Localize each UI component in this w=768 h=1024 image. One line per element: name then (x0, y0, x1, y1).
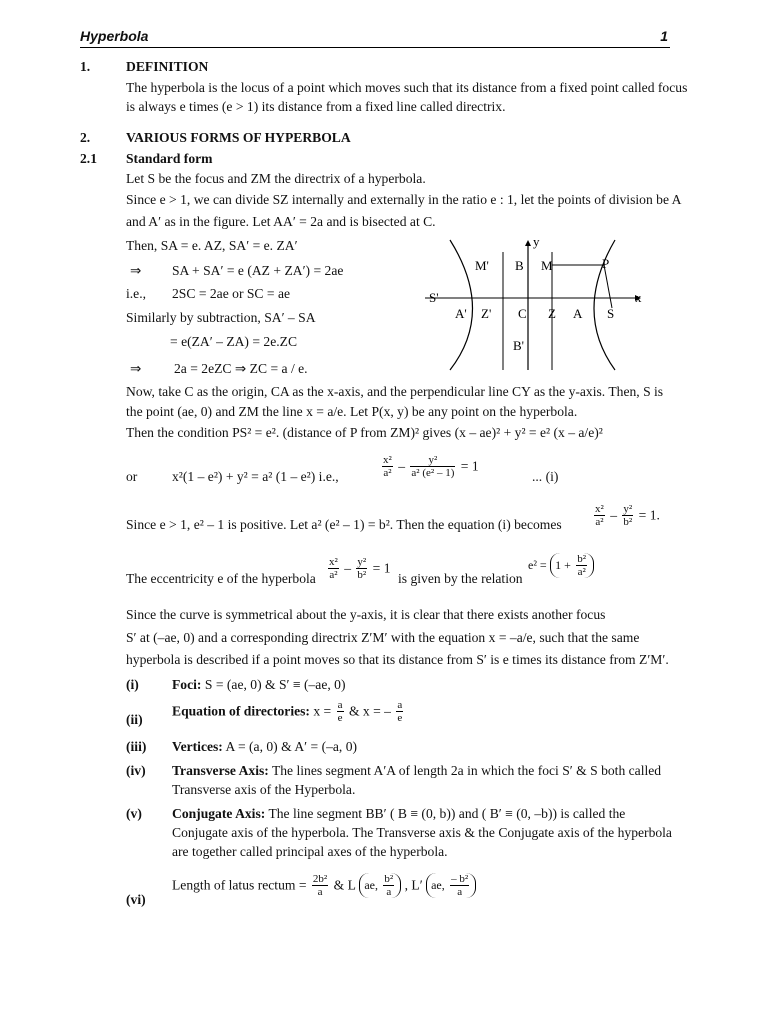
frac-den: a² (e² – 1) (411, 467, 455, 479)
label-x: x (635, 290, 642, 305)
label-s-prime: S' (429, 290, 439, 305)
equals-one: = 1 (460, 458, 479, 474)
ie-label: i.e., (126, 286, 147, 301)
prop-num-vi: (vi) (126, 892, 146, 907)
prop-conjugate-3: are together called principal axes of the hyperbola. (172, 844, 448, 859)
body-line-7: Similarly by subtraction, SA′ – SA (126, 310, 316, 325)
body-line-12: Then the condition PS² = e². (distance of P from ZM)² gives (x – ae)² + y² = e² (x – a/e)² (126, 425, 603, 440)
frac-den: a² (383, 467, 392, 479)
equals-one: = 1. (638, 507, 660, 523)
body-line-5: SA + SA′ = e (AZ + ZA′) = 2ae (172, 263, 344, 278)
body-line-10: Now, take C as the origin, CA as the x-axis, and the perpendicular line CY as the y-axis. Then, S is (126, 384, 664, 399)
prop-num-iii: (iii) (126, 739, 147, 754)
y-arrow (525, 240, 531, 246)
prop-conjugate-2: Conjugate axis of the hyperbola. The Transverse axis & the Conjugate axis of the hyperbola (172, 825, 672, 840)
prop-num-ii: (ii) (126, 712, 143, 727)
frac-num: y² (428, 454, 438, 466)
label-m: M (541, 258, 553, 273)
body-line-9: 2a = 2eZC ⇒ ZC = a / e. (174, 361, 308, 376)
page-number: 1 (660, 28, 668, 44)
frac-num: x² (329, 556, 338, 568)
page-header (80, 28, 670, 48)
prop-num-iv: (iv) (126, 763, 146, 778)
implies-symbol-2: ⇒ (130, 361, 142, 376)
equation-standard: $\frac{\text{x²}}{\text{a²}}$ – $\frac{\text{y²}}{\text{b²}}$ = 1. (595, 503, 660, 528)
section-1-number: 1. (80, 59, 91, 74)
prop-latus-rectum: Length of latus rectum = $\frac{\text{2b²}}{a}$ & L ae, $\frac{\text{b²}}{a}$ , L′ ae, $\frac{\text{– b²}}{a}$ (172, 873, 476, 898)
frac-num: y² (357, 556, 367, 568)
body-line-6: 2SC = 2ae or SC = ae (172, 286, 291, 301)
header-rule (80, 47, 670, 48)
label-s: S (607, 306, 615, 321)
label-a-prime: A' (455, 306, 467, 321)
label-b: B (515, 258, 524, 273)
label-c: C (518, 306, 527, 321)
body-line-17: hyperbola is described if a point moves so that its distance from S′ is e times its distance from Z′M′. (126, 652, 669, 667)
label-p: P (602, 256, 610, 271)
equation-1-fraction: $\frac{\text{x²}}{\text{a²}}$ – $\frac{\text{y²}}{\text{a² (e² – 1)}}$ = 1 (383, 454, 479, 479)
eccentricity-relation: e² = 1 + $\frac{\text{b²}}{\text{a²}}$ (528, 553, 594, 578)
prop-foci: Foci: S = (ae, 0) & S′ ≡ (–ae, 0) (172, 677, 346, 692)
subsection-number: 2.1 (80, 151, 97, 166)
body-line-4: Then, SA = e. AZ, SA′ = e. ZA′ (126, 238, 298, 253)
frac-num: x² (595, 503, 604, 515)
frac-den: b² (623, 516, 633, 528)
prop-transverse: Transverse Axis: The lines segment A′A of length 2a in which the foci S′ & S both called (172, 763, 662, 778)
frac-num: y² (623, 503, 633, 515)
eccentricity-equation: $\frac{\text{x²}}{\text{a²}}$ – $\frac{\text{y²}}{\text{b²}}$ = 1 (329, 556, 391, 581)
eccentricity-text-1: The eccentricity e of the hyperbola (126, 571, 316, 586)
left-branch (450, 240, 473, 370)
body-line-13: Since e > 1, e² – 1 is positive. Let a² (e² – 1) = b². Then the equation (i) becomes (126, 517, 562, 532)
definition-line-2: is always e times (e > 1) its distance from a fixed line called directrix. (126, 99, 506, 114)
prop-conjugate: Conjugate Axis: The line segment BB′ ( B ≡ (0, b)) and ( B′ ≡ (0, –b)) is called the (172, 806, 626, 821)
label-z-prime: Z' (481, 306, 492, 321)
label-b-prime: B' (513, 338, 525, 353)
body-line-2: Since e > 1, we can divide SZ internally and externally in the ratio e : 1, let the points of division be A (126, 192, 682, 207)
frac-den: a² (595, 516, 604, 528)
label-a: A (573, 306, 583, 321)
definition-line-1: The hyperbola is the locus of a point which moves such that its distance from a fixed point called focus (126, 80, 688, 95)
prop-num-v: (v) (126, 806, 142, 821)
prop-vertices: Vertices: A = (a, 0) & A′ = (–a, 0) (172, 739, 358, 754)
prop-num-i: (i) (126, 677, 139, 692)
header-title: Hyperbola (80, 28, 149, 44)
label-y: y (533, 234, 540, 249)
body-line-15: Since the curve is symmetrical about the y-axis, it is clear that there exists another focus (126, 607, 606, 622)
body-line-8: = e(ZA′ – ZA) = 2e.ZC (170, 334, 298, 349)
eccentricity-text-2: is given by the relation (398, 571, 523, 586)
label-z: Z (548, 306, 556, 321)
parenthesis: 1 + $\frac{\text{b²}}{\text{a²}}$ (550, 553, 594, 578)
label-m-prime: M' (475, 258, 489, 273)
implies-symbol: ⇒ (130, 263, 142, 278)
body-line-1: Let S be the focus and ZM the directrix of a hyperbola. (126, 171, 426, 186)
subsection-title: Standard form (126, 151, 213, 166)
ps-line (604, 265, 612, 308)
body-line-11: the point (ae, 0) and ZM the line x = a/e. Let P(x, y) be any point on the hyperbola. (126, 404, 578, 419)
body-line-16: S′ at (–ae, 0) and a corresponding directrix Z′M′ with the equation x = –a/e, such that the same (126, 630, 640, 645)
equation-tag: ... (i) (532, 469, 559, 484)
prop-directrices: Equation of directories: x = $\frac{a}{e}$ & x = – $\frac{a}{e}$ (172, 699, 403, 724)
hyperbola-figure (415, 232, 655, 372)
section-2-title: VARIOUS FORMS OF HYPERBOLA (126, 130, 351, 145)
frac-den: b² (357, 569, 367, 581)
section-1-title: DEFINITION (126, 59, 209, 74)
body-line-3: and A′ as in the figure. Let AA′ = 2a and is bisected at C. (126, 214, 436, 229)
section-2-number: 2. (80, 130, 91, 145)
frac-num: x² (383, 454, 392, 466)
or-label: or (126, 469, 138, 484)
frac-den: a² (329, 569, 338, 581)
equation-1: x²(1 – e²) + y² = a² (1 – e²) i.e., (172, 469, 339, 484)
prop-transverse-2: Transverse axis of the Hyperbola. (172, 782, 356, 797)
